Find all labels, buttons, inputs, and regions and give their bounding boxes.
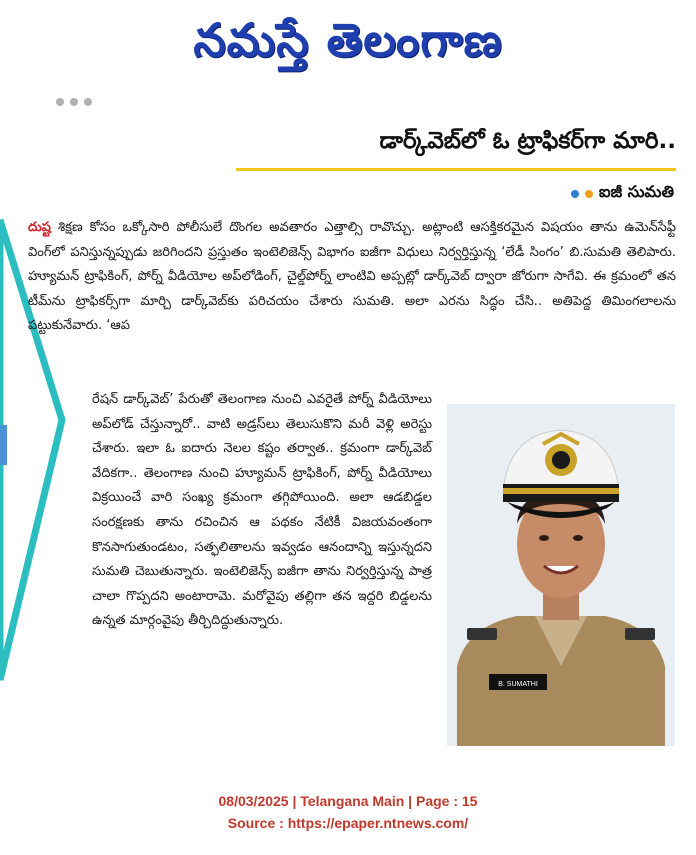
byline-name: ఐజీ సుమతి	[598, 182, 674, 201]
blue-side-bar	[0, 425, 7, 465]
footer-page: Page : 15	[415, 793, 478, 809]
headline-underline	[236, 168, 676, 171]
headline-block	[236, 124, 676, 171]
masthead-title: నమస్తే తెలంగాణ	[193, 13, 503, 67]
footer-source[interactable]: Source : https://epaper.ntnews.com/	[227, 815, 469, 831]
byline-dot-orange	[585, 190, 593, 198]
byline	[571, 182, 674, 205]
article-headline: డార్క్‌వెబ్‌లో ఓ ట్రాఫికర్‌గా మారి..	[379, 128, 676, 154]
newspaper-masthead	[0, 0, 696, 92]
dot-2	[70, 98, 78, 106]
drop-word: దుష్ట	[28, 220, 51, 235]
article-body-column	[92, 388, 432, 634]
officer-photo	[447, 404, 675, 746]
dot-3	[84, 98, 92, 106]
footer-meta-line: 08/03/2025 | Telangana Main | Page : 15	[218, 793, 478, 809]
page-footer	[0, 790, 696, 834]
article-body-top	[28, 216, 676, 339]
paragraph-top-text: శిక్షణ కోసం ఒక్కోసారి పోలీసులే దొంగల అవతారం ఎత్తాల్సి రావొచ్చు. అట్లాంటి ఆసక్తికరమైన విషయం తాను ఉమెన్‌సేఫ్టీ వింగ్‌లో పనిస్తున్నప్పుడు జరిగిందని ప్రస్తుతం ఇంటెలిజెన్స్ విభాగం ఐజీగా విధులు నిర్వర్తిస్తున్న ‘లేడీ సింగం’ బి.సుమతి తెలిపారు. హ్యూమన్ ట్రాఫికింగ్, పోర్న్ వీడియోల అప్‌లోడింగ్, చైల్డ్‌పోర్న్ లాంటివి అప్పట్లో డార్క్‌వెబ్ ద్వారా జోరుగా సాగేవి. ఈ క్రమంలో తన టీమ్‌ను ట్రాఫికర్స్‌గా మార్చి డార్క్‌వెబ్‌కు పరిచయం చేశారు సుమతి. అలా ఎరను సిద్ధం చేసి.. అతిపెద్ద తిమింగలాలను పట్టుకునేవారు. ‘ఆప	[28, 220, 676, 333]
decorative-dots	[56, 98, 92, 106]
paragraph-top	[28, 216, 676, 339]
paragraph-column: రేషన్ డార్క్‌వెబ్’ పేరుతో తెలంగాణ నుంచి ఎవరైతే పోర్న్ వీడియోలు అప్‌లోడ్ చేస్తున్నారో.. వాటి అడ్రస్‌లు తెలుసుకొని మరీ వెళ్లి అరెస్టు చేశారు. ఇలా ఓ ఐదారు నెలల కష్టం తర్వాత.. క్రమంగా డార్క్‌వెబ్ వేదికగా.. తెలంగాణ నుంచి హ్యూమన్ ట్రాఫికింగ్, పోర్న్ వీడియోలు విక్రయించే వారి సంఖ్య క్రమంగా తగ్గిపోయింది. అలా ఆడబిడ్డల సంరక్షణకు తాను రచించిన ఆ పథకం నేటికీ విజయవంతంగా కొనసాగుతుండటం, సత్ఫలితాలను ఇవ్వడం ఆనందాన్ని ఇస్తున్నదని సుమతి చెబుతున్నారు. ఇంటెలిజెన్స్ ఐజీగా తాను నిర్వర్తిస్తున్న పాత్ర చాలా గొప్పదని అంటారామె. మరోవైపు తల్లిగా తన ఇద్దరి బిడ్డలను ఉన్నత మార్గంవైపు తీర్చిదిద్దుతున్నారు.	[92, 392, 432, 629]
name-tag-text: B. SUMATHI	[498, 681, 538, 688]
officer-portrait-illustration	[447, 404, 675, 746]
footer-date: 08/03/2025	[218, 793, 289, 809]
byline-dot-blue	[571, 190, 579, 198]
footer-edition: Telangana Main	[300, 793, 405, 809]
dot-1	[56, 98, 64, 106]
